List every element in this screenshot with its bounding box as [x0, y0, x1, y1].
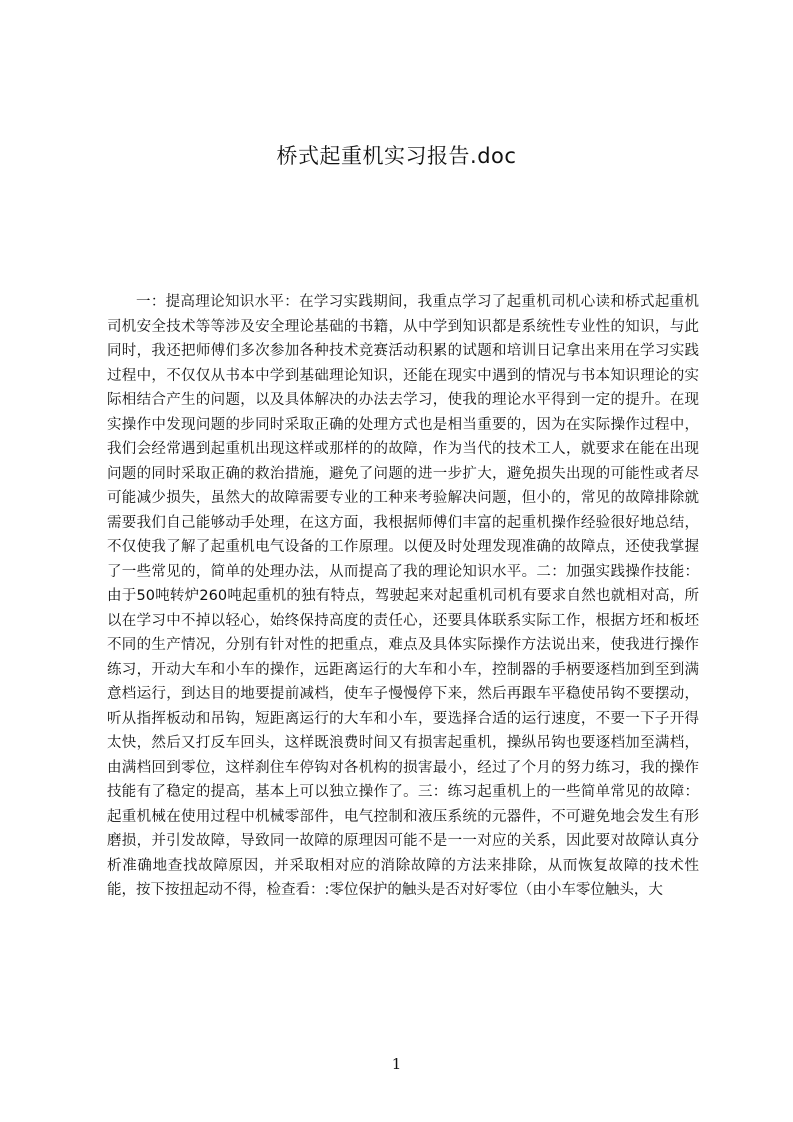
document-title: 桥式起重机实习报告.doc [276, 144, 517, 168]
page-number: 1 [391, 1055, 402, 1073]
document-body-paragraph: 一：提高理论知识水平：在学习实践期间，我重点学习了起重机司机心读和桥式起重机司机安全技术等等涉及安全理论基础的书籍，从中学到知识都是系统性专业性的知识，与此同时，我还把师傅们多次参加各种技术竞赛活动积累的试题和培训日记拿出来用在学习实践过程中，不仅仅从书本中学到基础理论知识，还能在现实中遇到的情况与书本知识理论的实际相结合产生的问题，以及具体解决的办法去学习，使我的理论水平得到一定的提升。在现实操作中发现问题的步同时采取正确的处理方式也是相当重要的，因为在实际操作过程中，我们会经常遇到起重机出现这样或那样的的故障，作为当代的技术工人，就要求在能在出现问题的同时采取正确的救治措施，避免了问题的进一步扩大，避免损失出现的可能性或者尽可能减少损失，虽然大的故障需要专业的工种来考验解决问题，但小的，常见的故障排除就需要我们自己能够动手处理，在这方面，我根据师傅们丰富的起重机操作经验很好地总结，不仅使我了解了起重机电气设备的工作原理。以便及时处理发现准确的故障点，还使我掌握了一些常见的，简单的处理办法，从而提高了我的理论知识水平。二：加强实践操作技能：由于50吨转炉260吨起重机的独有特点，驾驶起来对起重机司机有要求自然也就相对高，所以在学习中不掉以轻心，始终保持高度的责任心，还要具体联系实际工作，根据方坯和板坯不同的生产情况，分别有针对性的把重点，难点及具体实际操作方法说出来，使我进行操作练习，开动大车和小车的操作，远距离运行的大车和小车，控制器的手柄要逐档加到至到满意档运行，到达目的地要提前减档，使车子慢慢停下来，然后再跟车平稳使吊钩不要摆动，听从指挥板动和吊钩，短距离运行的大车和小车，要选择合适的运行速度，不要一下子开得太快，然后又打反车回头，这样既浪费时间又有损害起重机，操纵吊钩也要逐档加至满档，由满档回到零位，这样刹住车停钩对各机构的损害最小，经过了个月的努力练习，我的操作技能有了稳定的提高，基本上可以独立操作了。三：练习起重机上的一些简单常见的故障：起重机械在使用过程中机械零部件，电气控制和液压系统的元器件，不可避免地会发生有形磨损，并引发故障，导致同一故障的原理因可能不是一一对应的关系，因此要对故障认真分析准确地查找故障原因，并采取相对应的消除故障的方法来排除，从而恢复故障的技术性能，按下按扭起动不得，检查看：:零位保护的触头是否对好零位（由小车零位触头，大 [107, 294, 699, 898]
